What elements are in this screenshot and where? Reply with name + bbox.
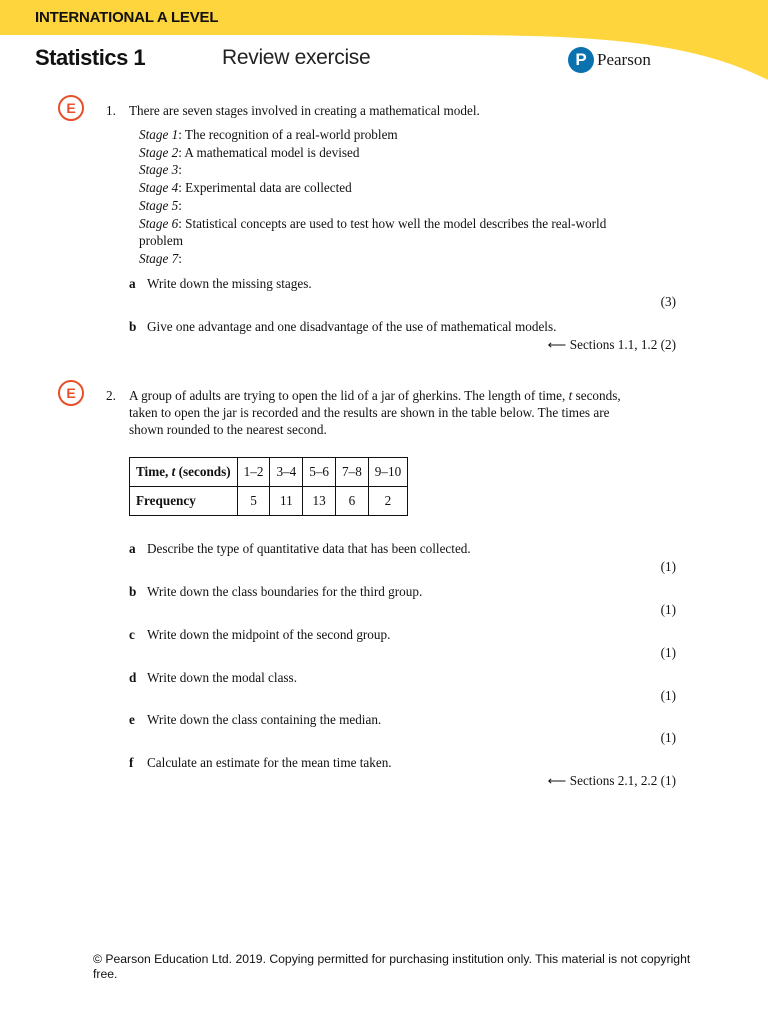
stage-label: Stage 2 bbox=[139, 144, 179, 160]
table-row bbox=[130, 487, 408, 516]
q1-part-b-text: Give one advantage and one disadvantage of the use of mathematical models. bbox=[147, 319, 557, 334]
banner-text: INTERNATIONAL A LEVEL bbox=[35, 9, 219, 26]
q2-intro-text: A group of adults are trying to open the lid of a jar of gherkins. The length of time, bbox=[129, 388, 569, 403]
q2-intro-line3: shown rounded to the nearest second. bbox=[129, 422, 327, 437]
pearson-logo-text: Pearson bbox=[597, 50, 651, 69]
q2-part-c bbox=[129, 627, 390, 643]
part-text: Describe the type of quantitative data that has been collected. bbox=[147, 541, 471, 556]
q2-intro-variable: t bbox=[568, 388, 573, 403]
table-class-cell: 5–6 bbox=[303, 458, 336, 487]
part-text: Write down the class containing the median. bbox=[147, 712, 382, 727]
part-letter: a bbox=[129, 541, 136, 556]
part-text: Write down the midpoint of the second group. bbox=[147, 627, 391, 642]
q1-part-a-text: Write down the missing stages. bbox=[147, 276, 312, 291]
part-marks: (1) bbox=[660, 688, 676, 703]
part-text: Calculate an estimate for the mean time taken. bbox=[147, 755, 392, 770]
q2-part-b bbox=[129, 584, 422, 600]
q2-number: 2. bbox=[106, 388, 116, 403]
q1-part-b bbox=[129, 319, 556, 335]
part-letter: b bbox=[129, 584, 137, 599]
part-letter: e bbox=[129, 712, 135, 727]
table-frequency-cell: 5 bbox=[237, 487, 270, 516]
pearson-logo bbox=[568, 47, 651, 73]
stage-text: : bbox=[178, 250, 182, 266]
stage-label: Stage 4 bbox=[139, 180, 179, 196]
stage-label: Stage 5 bbox=[139, 197, 179, 213]
stage-label: Stage 6 bbox=[139, 215, 179, 231]
q1-part-b-reference: ⟵ Sections 1.1, 1.2 (2) bbox=[547, 337, 676, 352]
part-text: Write down the class boundaries for the third group. bbox=[147, 584, 423, 599]
q2-part-e bbox=[129, 712, 381, 728]
table-frequency-cell: 2 bbox=[368, 487, 407, 516]
table-class-cell: 7–8 bbox=[336, 458, 369, 487]
q1-stage-line bbox=[139, 127, 398, 143]
table-class-cell: 1–2 bbox=[237, 458, 270, 487]
q2-intro-line1 bbox=[129, 388, 621, 404]
frequency-table bbox=[129, 457, 408, 516]
table-header-time: Time, t (seconds) bbox=[130, 458, 238, 487]
table-header-frequency: Frequency bbox=[130, 487, 238, 516]
q2-part-a bbox=[129, 541, 471, 557]
table-class-cell: 9–10 bbox=[368, 458, 407, 487]
q1-stage-line bbox=[139, 251, 182, 267]
q1-part-a bbox=[129, 276, 312, 292]
q2-intro-text-end: seconds, bbox=[572, 388, 621, 403]
q1-part-a-marks: (3) bbox=[660, 294, 676, 309]
copyright-footer: © Pearson Education Ltd. 2019. Copying permitted for purchasing institution only. This material is not copyright free. bbox=[93, 952, 691, 981]
section-title: Review exercise bbox=[222, 46, 371, 69]
table-frequency-cell: 13 bbox=[303, 487, 336, 516]
q1-stage-line bbox=[139, 162, 182, 178]
q1-stage-line bbox=[139, 216, 606, 232]
q2-part-d bbox=[129, 670, 297, 686]
q1-stage-line bbox=[139, 198, 182, 214]
part-marks: (1) bbox=[660, 559, 676, 574]
stage-text: : The recognition of a real-world problem bbox=[178, 127, 398, 142]
q1-part-b-letter: b bbox=[129, 319, 137, 334]
exam-badge-icon: E bbox=[58, 380, 84, 406]
stage-text: : A mathematical model is devised bbox=[178, 144, 360, 160]
stage-text: : Experimental data are collected bbox=[178, 180, 352, 196]
table-class-cell: 3–4 bbox=[270, 458, 303, 487]
q1-stage-line bbox=[139, 233, 183, 249]
q2-part-f bbox=[129, 755, 392, 771]
part-marks: (1) bbox=[660, 645, 676, 660]
pearson-logo-mark: P bbox=[568, 47, 594, 73]
table-frequency-cell: 6 bbox=[336, 487, 369, 516]
stage-text: : bbox=[178, 197, 182, 213]
subject-title: Statistics 1 bbox=[35, 45, 146, 70]
part-text: Write down the modal class. bbox=[147, 670, 297, 685]
part-letter: c bbox=[129, 627, 135, 642]
stage-text: : Statistical concepts are used to test how well the model describes the real-world bbox=[178, 215, 607, 231]
stage-label: Stage 3 bbox=[139, 162, 179, 178]
stage-text: problem bbox=[139, 233, 183, 249]
table-frequency-cell: 11 bbox=[270, 487, 303, 516]
exam-badge-icon: E bbox=[58, 95, 84, 121]
stage-label: Stage 7 bbox=[139, 250, 179, 266]
q1-part-a-letter: a bbox=[129, 276, 136, 291]
part-letter: d bbox=[129, 670, 137, 685]
q1-number: 1. bbox=[106, 103, 116, 118]
stage-text: : bbox=[178, 162, 182, 178]
part-marks: (1) bbox=[660, 730, 676, 745]
q1-intro: There are seven stages involved in creating a mathematical model. bbox=[129, 103, 480, 118]
part-letter: f bbox=[129, 755, 134, 770]
table-row bbox=[130, 458, 408, 487]
stage-label: Stage 1 bbox=[139, 127, 179, 142]
q1-stage-line bbox=[139, 180, 352, 196]
part-marks: (1) bbox=[660, 602, 676, 617]
q2-intro-line2: taken to open the jar is recorded and the results are shown in the table below. The times are bbox=[129, 405, 610, 420]
q1-stage-line bbox=[139, 145, 360, 161]
q2-part-f-reference: ⟵ Sections 2.1, 2.2 (1) bbox=[547, 773, 676, 788]
